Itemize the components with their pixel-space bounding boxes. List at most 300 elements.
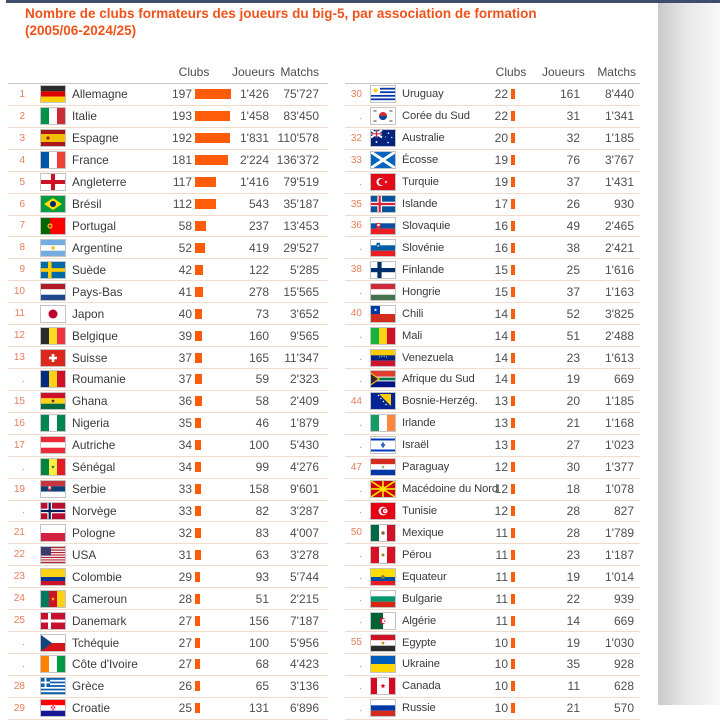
- flag-cell: [30, 436, 70, 454]
- clubs-value: 12: [494, 482, 508, 497]
- table-header: [345, 56, 640, 83]
- country-name: Norvège: [72, 503, 117, 518]
- joueurs-value: 165: [248, 350, 269, 365]
- rank-cell: 15: [13, 395, 25, 407]
- clubs-bar-cell: [192, 572, 232, 582]
- rank-cell: 21: [13, 527, 25, 539]
- table-body: [345, 83, 640, 720]
- joueurs-value: 1'426: [240, 87, 269, 102]
- joueurs-value: 237: [248, 218, 269, 233]
- rank-cell: 8: [19, 242, 25, 254]
- country-name: Pays-Bas: [72, 284, 123, 299]
- table-row: [345, 368, 640, 390]
- matchs-value: 2'465: [605, 218, 634, 233]
- flag-cell: [367, 239, 400, 257]
- matchs-value: 4'007: [290, 525, 319, 540]
- rank-cell: 29: [13, 702, 25, 714]
- matchs-value: 2'215: [290, 591, 319, 606]
- flag-cell: [30, 173, 70, 191]
- rank-cell: .: [359, 330, 362, 342]
- country-name: Tunisie: [402, 504, 437, 517]
- country-flag-icon: [40, 546, 66, 564]
- clubs-bar-cell: [192, 177, 232, 187]
- country-flag-icon: [370, 370, 396, 388]
- clubs-value: 34: [178, 460, 192, 475]
- rank-cell: 30: [350, 88, 362, 100]
- matchs-value: 628: [613, 679, 634, 694]
- clubs-bar-cell: [192, 199, 232, 209]
- rank-cell: .: [22, 505, 25, 517]
- joueurs-value: 22: [566, 591, 580, 606]
- clubs-bar-cell: [508, 243, 542, 253]
- flag-cell: [30, 239, 70, 257]
- clubs-bar: [195, 331, 202, 341]
- matchs-value: 3'767: [605, 153, 634, 168]
- country-flag-icon: [370, 327, 396, 345]
- country-name: Pérou: [402, 548, 432, 561]
- matchs-value: 7'187: [290, 613, 319, 628]
- rank-cell: 17: [13, 439, 25, 451]
- column-header-joueurs: Joueurs: [542, 65, 585, 79]
- country-flag-icon: [40, 568, 66, 586]
- matchs-value: 1'185: [605, 131, 634, 146]
- table-row: [345, 149, 640, 171]
- table-row: [8, 565, 328, 587]
- country-flag-icon: [40, 151, 66, 169]
- table-row: [345, 105, 640, 127]
- country-flag-icon: [370, 107, 396, 125]
- joueurs-value: 1'831: [240, 131, 269, 146]
- clubs-bar-cell: [192, 528, 232, 538]
- rank-cell: 6: [19, 198, 25, 210]
- clubs-value: 52: [178, 240, 192, 255]
- table-row: [8, 193, 328, 215]
- clubs-value: 19: [494, 175, 508, 190]
- matchs-value: 4'423: [290, 657, 319, 672]
- table-body: [8, 83, 328, 720]
- table-row: [345, 346, 640, 368]
- joueurs-value: 28: [566, 503, 580, 518]
- joueurs-value: 2'224: [240, 153, 269, 168]
- clubs-bar-cell: [508, 89, 542, 99]
- clubs-value: 14: [494, 372, 508, 387]
- table-row: [345, 324, 640, 346]
- country-name: Roumanie: [72, 372, 126, 387]
- country-flag-icon: [370, 85, 396, 103]
- country-flag-icon: [370, 546, 396, 564]
- clubs-bar: [195, 659, 200, 669]
- joueurs-value: 18: [566, 482, 580, 497]
- clubs-bar-cell: [508, 133, 542, 143]
- matchs-value: 1'789: [605, 525, 634, 540]
- clubs-value: 14: [494, 328, 508, 343]
- rank-cell: 50: [350, 527, 362, 539]
- country-name: Mexique: [402, 526, 444, 539]
- rank-cell: 3: [19, 132, 25, 144]
- clubs-value: 22: [494, 109, 508, 124]
- flag-cell: [30, 305, 70, 323]
- matchs-value: 1'613: [605, 350, 634, 365]
- clubs-bar-cell: [192, 550, 232, 560]
- rank-cell: .: [359, 352, 362, 364]
- matchs-value: 1'377: [605, 460, 634, 475]
- flag-cell: [30, 151, 70, 169]
- joueurs-value: 419: [248, 240, 269, 255]
- table-row: [345, 302, 640, 324]
- matchs-value: 570: [613, 701, 634, 716]
- country-flag-icon: [370, 612, 396, 630]
- clubs-bar: [511, 638, 515, 648]
- joueurs-value: 19: [566, 372, 580, 387]
- matchs-value: 2'488: [605, 328, 634, 343]
- country-flag-icon: [370, 129, 396, 147]
- joueurs-value: 99: [255, 460, 269, 475]
- table-row: [8, 609, 328, 631]
- clubs-value: 22: [494, 87, 508, 102]
- flag-cell: [367, 458, 400, 476]
- table-row: [8, 215, 328, 237]
- clubs-bar-cell: [508, 681, 542, 691]
- matchs-value: 827: [613, 503, 634, 518]
- joueurs-value: 63: [255, 547, 269, 562]
- matchs-value: 669: [613, 372, 634, 387]
- rank-cell: 47: [350, 461, 362, 473]
- table-row: [345, 127, 640, 149]
- country-flag-icon: [370, 480, 396, 498]
- country-flag-icon: [40, 524, 66, 542]
- joueurs-value: 52: [566, 306, 580, 321]
- rank-cell: 12: [13, 330, 25, 342]
- joueurs-value: 32: [566, 131, 580, 146]
- flag-cell: [367, 414, 400, 432]
- joueurs-value: 37: [566, 284, 580, 299]
- table-row: [8, 543, 328, 565]
- clubs-value: 31: [178, 547, 192, 562]
- clubs-value: 29: [178, 569, 192, 584]
- table-row: [345, 412, 640, 434]
- rank-cell: 55: [350, 637, 362, 648]
- clubs-value: 17: [494, 197, 508, 212]
- matchs-value: 75'727: [283, 87, 319, 102]
- table-row: [345, 456, 640, 478]
- flag-cell: [367, 655, 400, 673]
- rank-cell: .: [359, 549, 362, 561]
- country-name: Côte d'Ivoire: [72, 657, 138, 672]
- flag-cell: [30, 502, 70, 520]
- rank-cell: 5: [19, 176, 25, 188]
- country-name: Egypte: [402, 636, 437, 649]
- clubs-bar: [511, 506, 515, 516]
- rank-cell: 13: [13, 352, 25, 364]
- clubs-bar: [511, 440, 515, 450]
- joueurs-value: 25: [566, 262, 580, 277]
- country-flag-icon: [370, 590, 396, 608]
- clubs-bar-cell: [192, 659, 232, 669]
- rank-cell: .: [359, 286, 362, 298]
- joueurs-value: 21: [566, 701, 580, 716]
- joueurs-value: 131: [248, 701, 269, 716]
- table-row: [345, 280, 640, 302]
- flag-cell: [367, 392, 400, 410]
- rank-cell: .: [359, 680, 362, 692]
- country-name: Uruguay: [402, 88, 444, 101]
- clubs-bar: [511, 528, 515, 538]
- matchs-value: 9'601: [290, 482, 319, 497]
- matchs-value: 5'956: [290, 635, 319, 650]
- country-flag-icon: [370, 349, 396, 367]
- clubs-value: 27: [178, 635, 192, 650]
- table-row: [345, 84, 640, 105]
- country-name: Grèce: [72, 679, 105, 694]
- rank-cell: .: [22, 373, 25, 385]
- matchs-value: 3'136: [290, 679, 319, 694]
- matchs-value: 13'453: [283, 218, 319, 233]
- clubs-bar: [195, 265, 203, 275]
- country-flag-icon: [370, 392, 396, 410]
- matchs-value: 930: [613, 197, 634, 212]
- clubs-value: 13: [494, 416, 508, 431]
- country-flag-icon: [40, 677, 66, 695]
- country-name: Croatie: [72, 701, 111, 716]
- clubs-bar: [511, 550, 515, 560]
- table-row: [8, 258, 328, 280]
- rank-cell: .: [359, 702, 362, 714]
- country-name: Australie: [402, 132, 445, 145]
- joueurs-value: 46: [255, 416, 269, 431]
- joueurs-value: 19: [566, 635, 580, 650]
- country-flag-icon: [40, 392, 66, 410]
- country-flag-icon: [370, 655, 396, 673]
- joueurs-value: 160: [248, 328, 269, 343]
- clubs-value: 26: [178, 679, 192, 694]
- table-row: [8, 434, 328, 456]
- table-row: [8, 587, 328, 609]
- joueurs-value: 278: [248, 284, 269, 299]
- rank-cell: .: [359, 483, 362, 495]
- clubs-value: 15: [494, 262, 508, 277]
- flag-cell: [30, 195, 70, 213]
- country-flag-icon: [370, 217, 396, 235]
- country-name: Angleterre: [72, 175, 127, 190]
- country-flag-icon: [40, 414, 66, 432]
- table-row: [8, 500, 328, 522]
- joueurs-value: 59: [255, 372, 269, 387]
- clubs-bar-cell: [192, 221, 232, 231]
- country-name: France: [72, 153, 109, 168]
- clubs-bar-cell: [508, 659, 542, 669]
- country-name: Ghana: [72, 394, 108, 409]
- clubs-bar: [511, 199, 515, 209]
- ranking-table-left: [8, 56, 328, 720]
- matchs-value: 29'527: [283, 240, 319, 255]
- country-flag-icon: [40, 436, 66, 454]
- page-edge-gradient: [658, 0, 720, 705]
- clubs-bar-cell: [192, 353, 232, 363]
- clubs-bar: [511, 177, 515, 187]
- rank-cell: 36: [350, 220, 362, 232]
- country-flag-icon: [40, 107, 66, 125]
- clubs-bar-cell: [192, 681, 232, 691]
- clubs-bar-cell: [192, 331, 232, 341]
- clubs-bar: [195, 243, 205, 253]
- flag-cell: [367, 195, 400, 213]
- clubs-value: 12: [494, 503, 508, 518]
- rank-cell: .: [22, 637, 25, 648]
- matchs-value: 6'896: [290, 701, 319, 716]
- country-name: Equateur: [402, 570, 447, 583]
- rank-cell: 28: [13, 680, 25, 692]
- joueurs-value: 58: [255, 394, 269, 409]
- country-name: Bosnie-Herzég.: [402, 395, 478, 408]
- flag-cell: [367, 436, 400, 454]
- joueurs-value: 65: [255, 679, 269, 694]
- flag-cell: [30, 568, 70, 586]
- matchs-value: 2'421: [605, 240, 634, 255]
- clubs-bar: [195, 221, 206, 231]
- country-flag-icon: [370, 524, 396, 542]
- rank-cell: .: [359, 439, 362, 451]
- clubs-bar-cell: [192, 484, 232, 494]
- table-row: [345, 390, 640, 412]
- clubs-bar: [195, 440, 201, 450]
- country-flag-icon: [40, 195, 66, 213]
- matchs-value: 4'276: [290, 460, 319, 475]
- joueurs-value: 100: [248, 438, 269, 453]
- country-flag-icon: [40, 349, 66, 367]
- matchs-value: 5'430: [290, 438, 319, 453]
- clubs-bar: [511, 243, 515, 253]
- clubs-bar-cell: [508, 177, 542, 187]
- table-row: [345, 653, 640, 675]
- clubs-bar-cell: [192, 616, 232, 626]
- flag-cell: [30, 217, 70, 235]
- joueurs-value: 51: [566, 328, 580, 343]
- rank-cell: 9: [19, 264, 25, 276]
- clubs-bar: [195, 353, 202, 363]
- matchs-value: 15'565: [283, 284, 319, 299]
- country-flag-icon: [370, 305, 396, 323]
- matchs-value: 83'450: [283, 109, 319, 124]
- table-row: [8, 236, 328, 258]
- flag-cell: [30, 480, 70, 498]
- clubs-bar-cell: [192, 594, 232, 604]
- joueurs-value: 100: [248, 635, 269, 650]
- matchs-value: 3'287: [290, 503, 319, 518]
- clubs-bar-cell: [508, 528, 542, 538]
- country-flag-icon: [370, 261, 396, 279]
- matchs-value: 1'616: [605, 262, 634, 277]
- matchs-value: 1'168: [605, 416, 634, 431]
- table-row: [345, 631, 640, 653]
- flag-cell: [367, 327, 400, 345]
- rank-cell: 38: [350, 264, 362, 276]
- rank-cell: .: [359, 110, 362, 122]
- table-row: [8, 171, 328, 193]
- matchs-value: 2'323: [290, 372, 319, 387]
- matchs-value: 1'879: [290, 416, 319, 431]
- joueurs-value: 93: [255, 569, 269, 584]
- flag-cell: [367, 151, 400, 169]
- country-name: Russie: [402, 702, 436, 715]
- joueurs-value: 28: [566, 525, 580, 540]
- matchs-value: 11'347: [284, 350, 319, 365]
- table-row: [8, 478, 328, 500]
- country-flag-icon: [370, 414, 396, 432]
- country-name: Slovaquie: [402, 219, 451, 232]
- clubs-value: 14: [494, 306, 508, 321]
- rank-cell: .: [359, 571, 362, 583]
- country-name: Hongrie: [402, 285, 441, 298]
- clubs-bar: [195, 418, 201, 428]
- table-row: [345, 434, 640, 456]
- country-flag-icon: [370, 502, 396, 520]
- clubs-bar: [511, 374, 515, 384]
- matchs-value: 1'431: [605, 175, 634, 190]
- clubs-bar: [195, 594, 200, 604]
- rank-cell: .: [359, 593, 362, 605]
- table-row: [8, 346, 328, 368]
- joueurs-value: 23: [566, 350, 580, 365]
- clubs-bar-cell: [508, 374, 542, 384]
- clubs-bar-cell: [508, 353, 542, 363]
- matchs-value: 9'565: [290, 328, 319, 343]
- table-row: [8, 631, 328, 653]
- clubs-bar-cell: [508, 638, 542, 648]
- table-row: [345, 587, 640, 609]
- clubs-bar: [511, 111, 515, 121]
- flag-cell: [30, 327, 70, 345]
- rank-cell: 24: [13, 593, 25, 605]
- clubs-bar-cell: [508, 309, 542, 319]
- clubs-value: 42: [178, 262, 192, 277]
- clubs-bar: [195, 199, 216, 209]
- flag-cell: [30, 349, 70, 367]
- column-header-clubs: Clubs: [178, 65, 210, 79]
- country-name: Autriche: [72, 438, 116, 453]
- table-row: [8, 280, 328, 302]
- joueurs-value: 1'416: [240, 175, 269, 190]
- clubs-value: 28: [178, 591, 192, 606]
- clubs-value: 33: [178, 482, 192, 497]
- joueurs-value: 31: [566, 109, 580, 124]
- clubs-bar: [511, 331, 515, 341]
- country-flag-icon: [40, 283, 66, 301]
- flag-cell: [367, 261, 400, 279]
- clubs-bar-cell: [192, 506, 232, 516]
- flag-cell: [367, 590, 400, 608]
- flag-cell: [30, 370, 70, 388]
- flag-cell: [30, 677, 70, 695]
- country-flag-icon: [40, 612, 66, 630]
- flag-cell: [367, 699, 400, 717]
- country-flag-icon: [40, 634, 66, 652]
- clubs-bar: [195, 89, 231, 99]
- matchs-value: 1'187: [605, 547, 634, 562]
- rank-cell: 35: [350, 198, 362, 210]
- flag-cell: [367, 85, 400, 103]
- country-name: Chili: [402, 307, 424, 320]
- chart-title-line1: Nombre de clubs formateurs des joueurs du big-5, par association de formation: [25, 6, 537, 21]
- clubs-value: 20: [494, 131, 508, 146]
- rank-cell: 16: [13, 417, 25, 429]
- rank-cell: .: [359, 615, 362, 627]
- table-row: [8, 324, 328, 346]
- rank-cell: 1: [19, 88, 25, 100]
- clubs-bar-cell: [508, 396, 542, 406]
- clubs-value: 192: [171, 131, 192, 146]
- clubs-value: 11: [495, 569, 508, 584]
- country-name: Irlande: [402, 417, 436, 430]
